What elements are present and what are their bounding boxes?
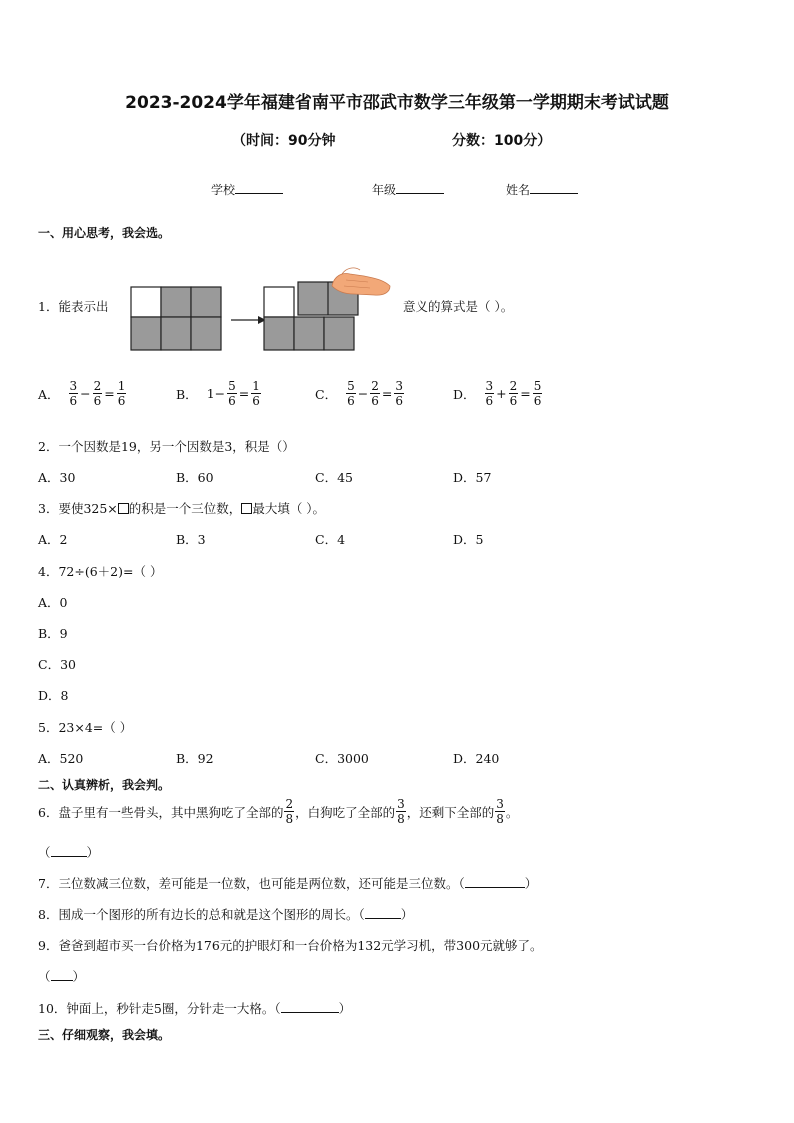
answer-blank[interactable] bbox=[365, 906, 401, 919]
q1-figure bbox=[128, 262, 398, 357]
q5-option-b[interactable]: B．92 bbox=[176, 751, 214, 766]
school-label: 学校 bbox=[211, 183, 236, 197]
blank-box-icon bbox=[118, 503, 129, 514]
grade-label: 年级 bbox=[372, 183, 397, 197]
section-2-heading: 二、认真辨析，我会判。 bbox=[38, 778, 171, 792]
option-label: A． bbox=[38, 386, 60, 402]
q5-option-c[interactable]: C．3000 bbox=[315, 751, 369, 766]
fraction: $\frac{3}{6}$ bbox=[485, 379, 494, 408]
fraction: $\frac{2}{8}$ bbox=[285, 797, 294, 826]
fraction: $\frac{3}{6}$ bbox=[69, 379, 78, 408]
q1-suffix: 意义的算式是（ ）。 bbox=[403, 299, 514, 314]
q2-text: 2．一个因数是19，另一个因数是3，积是（） bbox=[38, 439, 295, 454]
q1-option-d[interactable]: D． $\frac{3}{6}$ + $\frac{2}{6}$ = $\frac{5}{6}$ bbox=[453, 379, 542, 408]
grade-blank[interactable] bbox=[396, 182, 444, 194]
option-label: D． bbox=[453, 386, 476, 402]
q4-option-a[interactable]: A．0 bbox=[38, 595, 68, 610]
q1-prefix: 1．能表示出 bbox=[38, 299, 109, 314]
q5-option-d[interactable]: D．240 bbox=[453, 751, 500, 766]
fraction: $\frac{1}{6}$ bbox=[252, 379, 260, 408]
q3-option-a[interactable]: A．2 bbox=[38, 532, 68, 547]
fraction: $\frac{5}{6}$ bbox=[347, 379, 355, 408]
fraction: $\frac{2}{6}$ bbox=[509, 379, 518, 408]
fraction: $\frac{2}{6}$ bbox=[93, 379, 102, 408]
grade-field[interactable] bbox=[372, 181, 444, 198]
answer-blank[interactable] bbox=[465, 875, 525, 888]
option-label: B． bbox=[176, 386, 198, 402]
q1-option-b[interactable]: B． 1− $\frac{5}{6}$ = $\frac{1}{6}$ bbox=[176, 379, 260, 408]
q2-option-d[interactable]: D．57 bbox=[453, 470, 492, 485]
q2-option-b[interactable]: B．60 bbox=[176, 470, 214, 485]
q2-option-a[interactable]: A．30 bbox=[38, 470, 76, 485]
q9-text: 9．爸爸到超市买一台价格为176元的护眼灯和一台价格为132元学习机，带300元就够了。 bbox=[38, 938, 543, 953]
q4-text: 4．72÷(6＋2)=（ ） bbox=[38, 564, 163, 579]
fraction: $\frac{2}{6}$ bbox=[371, 379, 379, 408]
school-field[interactable] bbox=[211, 181, 283, 198]
name-field[interactable] bbox=[506, 181, 578, 198]
blank-box-icon bbox=[241, 503, 252, 514]
name-label: 姓名 bbox=[506, 183, 531, 197]
school-blank[interactable] bbox=[235, 182, 283, 194]
exam-score: 分数：100分） bbox=[452, 133, 552, 149]
fraction: $\frac{3}{6}$ bbox=[395, 379, 403, 408]
q8-text: 8．围成一个图形的所有边长的总和就是这个图形的周长。（ ） bbox=[38, 907, 414, 922]
q1-option-c[interactable]: C． $\frac{5}{6}$ − $\frac{2}{6}$ = $\frac{3}{6}$ bbox=[315, 379, 403, 408]
hand-icon bbox=[332, 268, 390, 295]
answer-blank[interactable] bbox=[51, 968, 73, 981]
q3-text: 3．要使325× 的积是一个三位数， 最大填（ ）。 bbox=[38, 501, 326, 516]
fraction: $\frac{3}{8}$ bbox=[397, 797, 405, 826]
fraction: $\frac{1}{6}$ bbox=[117, 379, 126, 408]
right-arrow-icon bbox=[231, 316, 266, 324]
q5-text: 5．23×4=（ ） bbox=[38, 720, 133, 735]
q2-option-c[interactable]: C．45 bbox=[315, 470, 353, 485]
q9-answer[interactable]: （ ） bbox=[38, 969, 86, 984]
exam-time: （时间：90分钟 bbox=[232, 133, 336, 149]
fraction: $\frac{5}{6}$ bbox=[228, 379, 236, 408]
answer-blank[interactable] bbox=[281, 1000, 339, 1013]
q10-text: 10．钟面上，秒针走5圈，分针走一大格。（ ） bbox=[38, 1001, 352, 1016]
q5-option-a[interactable]: A．520 bbox=[38, 751, 84, 766]
q3-option-c[interactable]: C．4 bbox=[315, 532, 346, 547]
q4-option-b[interactable]: B．9 bbox=[38, 626, 68, 641]
section-1-heading: 一、用心思考，我会选。 bbox=[38, 226, 171, 240]
q7-text: 7．三位数减三位数，差可能是一位数，也可能是两位数，还可能是三位数。（ ） bbox=[38, 876, 538, 891]
option-label: C． bbox=[315, 386, 338, 402]
page-title: 2023-2024学年福建省南平市邵武市数学三年级第一学期期末考试试题 bbox=[125, 93, 669, 113]
fraction: $\frac{3}{8}$ bbox=[496, 797, 504, 826]
q6-text: 6．盘子里有一些骨头，其中黑狗吃了全部的 $\frac{2}{8}$ ，白狗吃了全部的 $\frac{3}{8}$ ，还剩下全部的 $\frac{3}{8}$ 。 bbox=[38, 797, 519, 826]
name-blank[interactable] bbox=[530, 182, 578, 194]
fraction: $\frac{5}{6}$ bbox=[533, 379, 542, 408]
answer-blank[interactable] bbox=[51, 844, 87, 857]
grid-before bbox=[131, 287, 221, 350]
q4-option-d[interactable]: D．8 bbox=[38, 688, 69, 703]
q3-option-b[interactable]: B．3 bbox=[176, 532, 206, 547]
q1-option-a[interactable]: A． $\frac{3}{6}$ − $\frac{2}{6}$ = $\frac{1}{6}$ bbox=[38, 379, 126, 408]
q4-option-c[interactable]: C．30 bbox=[38, 657, 76, 672]
section-3-heading: 三、仔细观察，我会填。 bbox=[38, 1028, 171, 1042]
q3-option-d[interactable]: D．5 bbox=[453, 532, 484, 547]
q6-answer[interactable]: （ ） bbox=[38, 845, 100, 860]
